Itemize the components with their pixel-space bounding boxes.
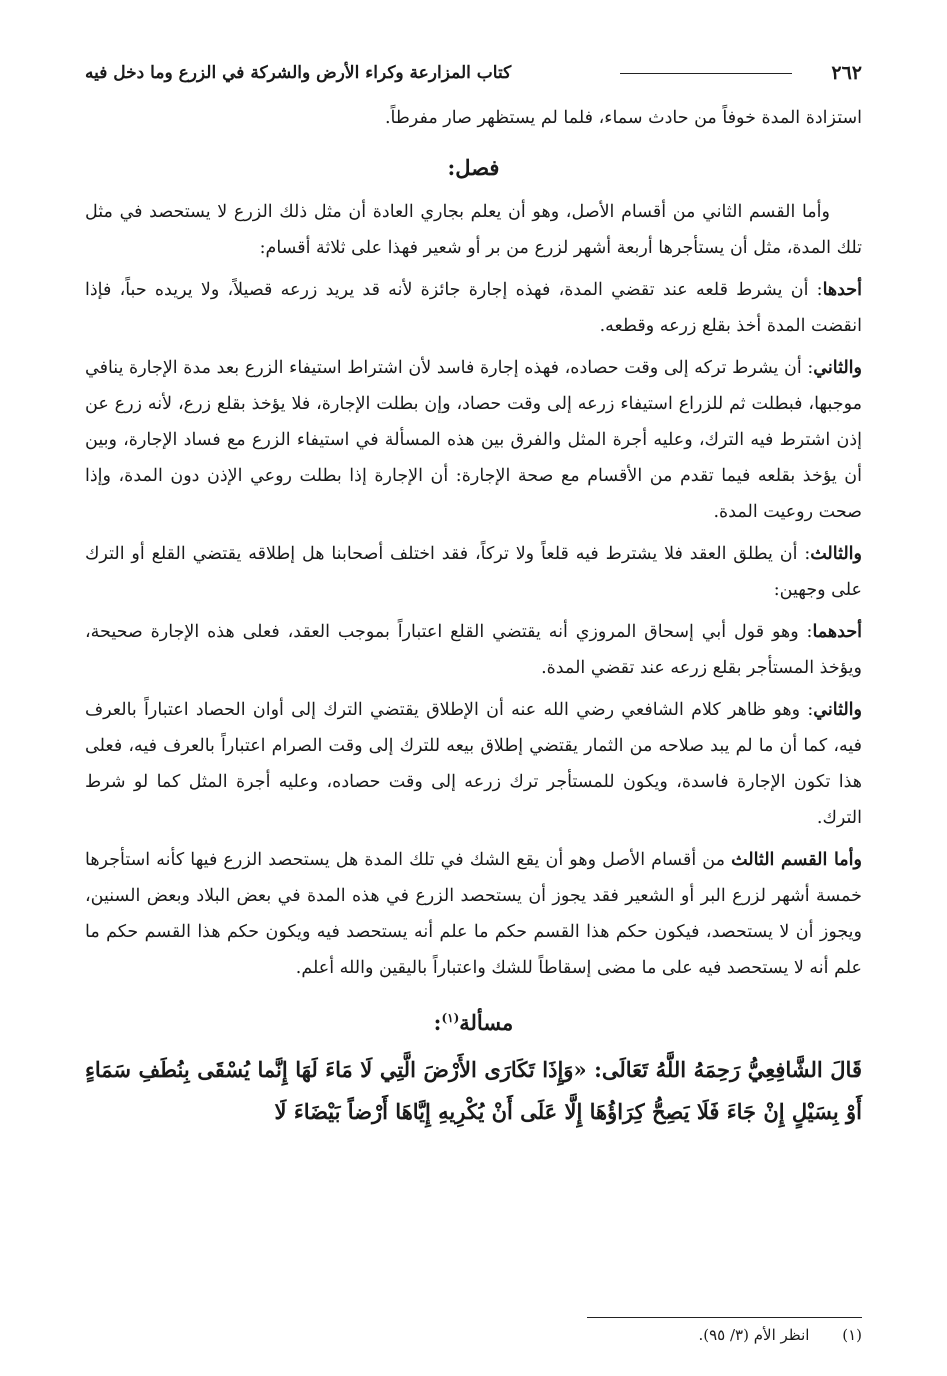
footnote	[698, 1326, 862, 1344]
paragraph-1: وأما القسم الثاني من أقسام الأصل، وهو أن يعلم بجاري العادة أن مثل ذلك الزرع لا يستحصد في مثل تلك المدة، مثل أن يستأجرها أربعة أشهر لزرع من بر أو شعير فهذا على ثلاثة أقسام:	[85, 202, 862, 258]
masala-heading	[85, 994, 862, 1047]
footnote-mark: (١)	[842, 1326, 862, 1344]
paragraph-7-text: من أقسام الأصل وهو أن يقع الشك في تلك المدة هل يستحصد الزرع فيها كأنه استأجرها خمسة أشهر لزرع البر أو الشعير فقد يجوز أن يستحصد الزرع في هذه المدة في بعض البلاد وبعض السنين، ويجوز أن لا يستحصد، فيكون حكم هذا القسم حكم ما علم أنه يستحصد فيه ويكون حكم هذا القسم حكم ما علم أنه لا يستحصد فيه على ما مضى إسقاطاً للشك واعتباراً باليقين والله أعلم.	[85, 850, 862, 978]
paragraph-7	[85, 842, 862, 986]
paragraph-4-text: : أن يطلق العقد فلا يشترط فيه قلعاً ولا تركاً، فقد اختلف أصحابنا هل إطلاقه يقتضي القلع أو الترك على وجهين:	[85, 544, 862, 600]
paragraph-7-lead: وأما القسم الثالث	[731, 850, 862, 870]
page-body	[85, 100, 862, 1139]
footnote-text: انظر الأم (٣/ ٩٥).	[698, 1326, 810, 1344]
paragraph-2-lead: أحدها	[822, 280, 862, 300]
header-rule	[620, 73, 792, 74]
section-heading: فصل:	[447, 155, 500, 180]
paragraph-2	[85, 272, 862, 344]
paragraph-4	[85, 536, 862, 608]
paragraph-3-lead: والثاني	[813, 358, 862, 378]
paragraph-5	[85, 614, 862, 686]
paragraph-5-lead: أحدهما	[812, 622, 862, 642]
intro-line: استزادة المدة خوفاً من حادث سماء، فلما لم يستظهر صار مفرطاً.	[384, 108, 862, 128]
paragraph-5-text: : وهو قول أبي إسحاق المروزي أنه يقتضي القلع اعتباراً بموجب العقد، فعلى هذه الإجارة صحيحة، ويؤخذ المستأجر بقلع زرعه عند تقضي المدة.	[85, 622, 862, 678]
paragraph-6	[85, 692, 862, 836]
paragraph-6-text: : وهو ظاهر كلام الشافعي رضي الله عنه أن الإطلاق يقتضي الترك إلى أوان الحصاد اعتباراً بالعرف فيه، كما أن ما لم يبد صلاحه من الثمار يقتضي إطلاق بيعه للترك إلى وقت الصرام اعتباراً بالعرف فيه، فعلى هذا تكون الإجارة فاسدة، ويكون للمستأجر ترك زرعه إلى وقت حصاده، وعليه أجرة المثل كما لو شرط الترك.	[85, 700, 862, 828]
paragraph-3	[85, 350, 862, 530]
paragraph-2-text: : أن يشرط قلعه عند تقضي المدة، فهذه إجارة جائزة لأنه قد يريد زرعه قصيلاً، ولا يريده حباً، فإذا انقضت المدة أخذ بقلع زرعه وقطعه.	[85, 280, 862, 336]
paragraph-6-lead: والثاني	[813, 700, 862, 720]
masala-footnote-mark: (١)	[441, 1011, 460, 1025]
masala-heading-colon: :	[433, 1010, 442, 1035]
paragraph-3-text: : أن يشرط تركه إلى وقت حصاده، فهذه إجارة فاسد لأن اشتراط استيفاء الزرع بعد مدة الإجارة ينافي موجبها، فبطلت ثم للزراع استيفاء زرعه إلى وقت حصاد، وإن بطلت الإجارة، فلا يؤخذ بقلع زرع، لأنه زرع عن إذن اشترط فيه الترك، وعليه أجرة المثل والفرق بين هذه المسألة في استيفاء الزرع مع فساد الإجارة، وبين أن يؤخذ بقلعه فيما تقدم من الأقسام مع صحة الإجارة: أن الإجارة إذا بطلت روعي الإذن دون المدة، وإذا صحت روعيت المدة.	[85, 358, 862, 522]
shafii-quote: قَالَ الشَّافِعِيُّ رَحِمَهُ اللَّهُ تَعَالَى: «وَإِذَا تَكَارَى الأَرْضَ الَّتِي لَا مَاءَ لَهَا إِنَّما يُسْقَى بِنُطَفِ سَمَاءٍ أَوْ بِسَيْلٍ إِنْ جَاءَ فَلَا يَصِحُّ كِرَاؤُهَا إِلَّا عَلَى أَنْ يُكْرِيهِ إِيَّاهَا أَرْضاً بَيْضَاءَ لَا	[85, 1057, 862, 1124]
footnote-rule	[587, 1317, 862, 1318]
paragraph-4-lead: والثالث	[810, 544, 862, 564]
running-title: كتاب المزارعة وكراء الأرض والشركة في الزرع وما دخل فيه	[85, 63, 512, 83]
page-number: ٢٦٢	[831, 62, 862, 84]
page-header	[85, 56, 862, 90]
masala-heading-text: مسألة	[459, 1010, 514, 1035]
